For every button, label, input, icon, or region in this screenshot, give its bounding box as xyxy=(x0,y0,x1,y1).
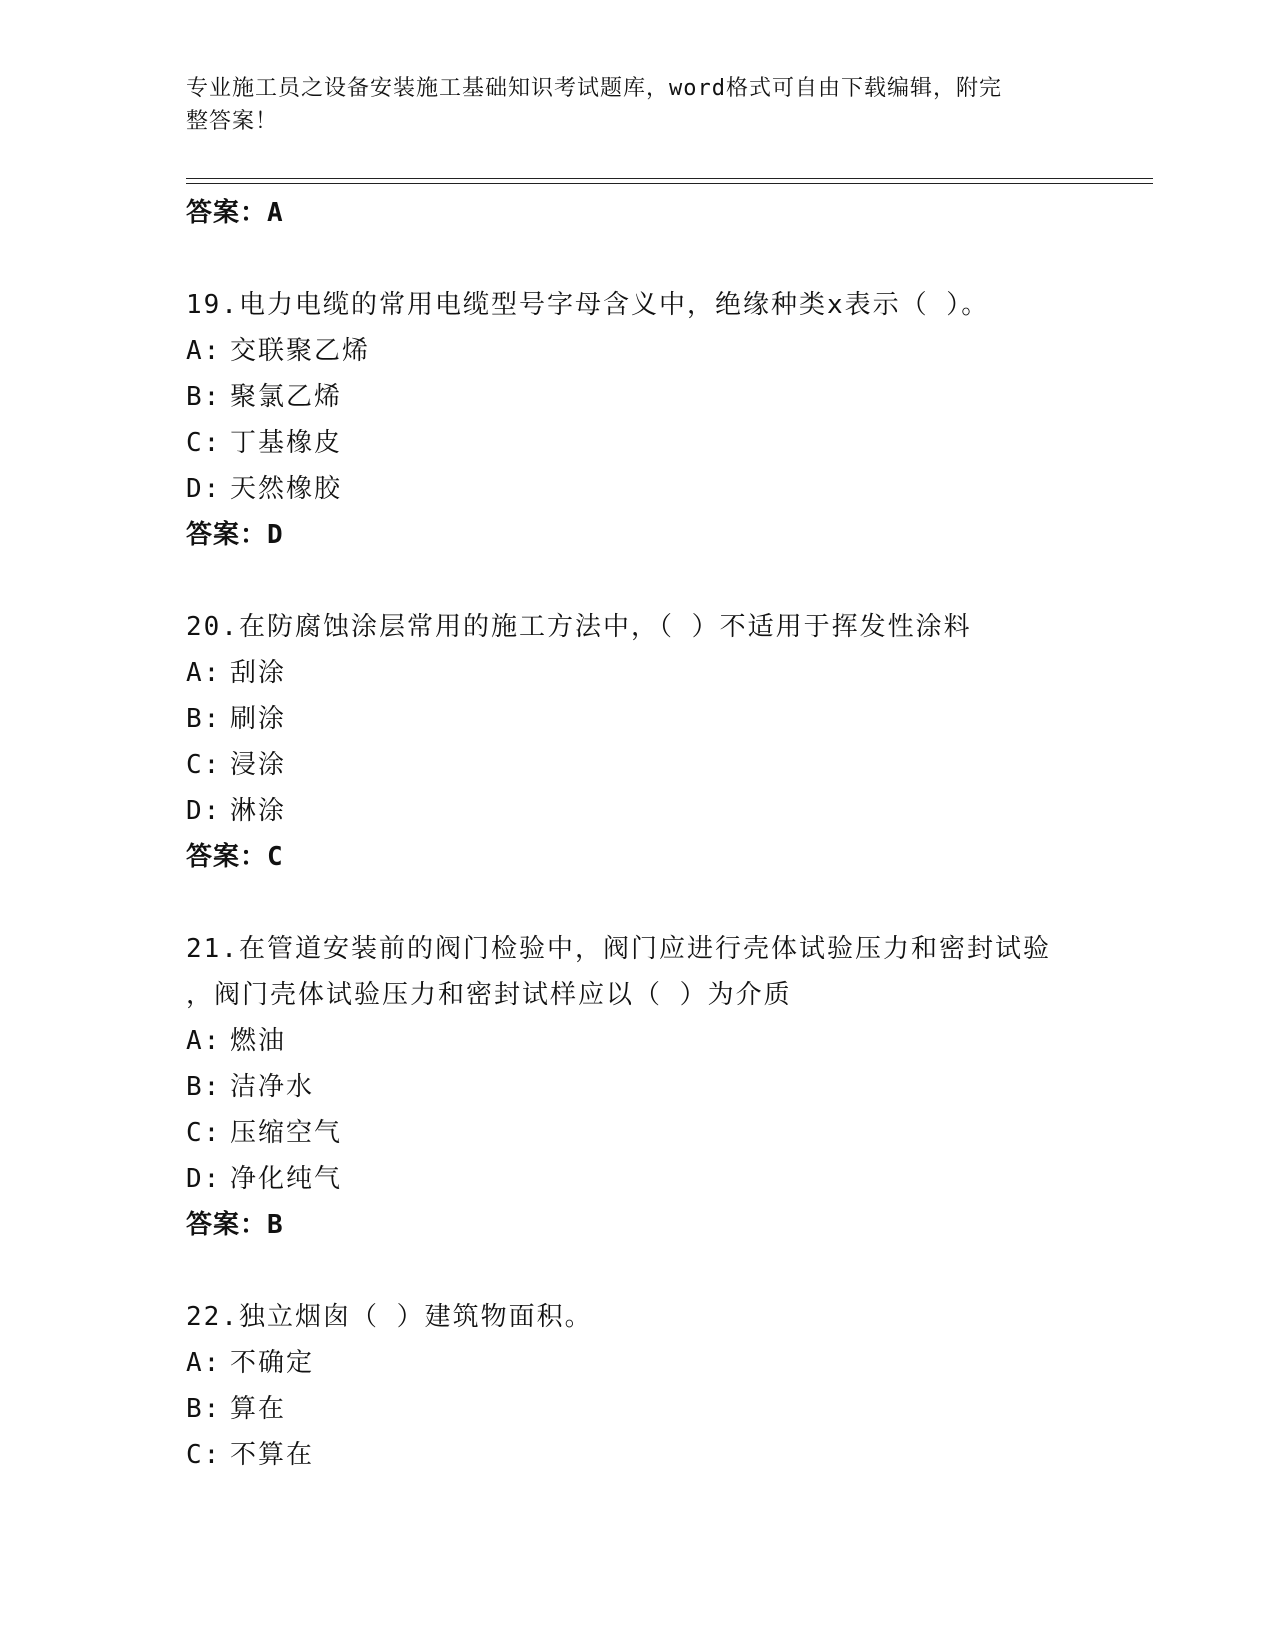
option-letter: C: xyxy=(186,750,222,780)
option-b xyxy=(186,374,1146,420)
option-letter: A: xyxy=(186,1026,222,1056)
header-divider-bottom xyxy=(186,183,1153,184)
option-letter: D: xyxy=(186,1164,222,1194)
answer: 答案：B xyxy=(186,1210,284,1240)
option-c xyxy=(186,1432,1146,1478)
question-19 xyxy=(186,282,1146,558)
option-text: 刮涂 xyxy=(230,658,287,688)
answer: 答案：D xyxy=(186,520,284,550)
question-text: 19.电力电缆的常用电缆型号字母含义中，绝缘种类x表示（ ）。 xyxy=(186,290,990,320)
option-text: 燃油 xyxy=(230,1026,287,1056)
option-text: 浸涂 xyxy=(230,750,287,780)
option-letter: D: xyxy=(186,796,222,826)
option-letter: D: xyxy=(186,474,222,504)
option-letter: C: xyxy=(186,428,222,458)
option-c xyxy=(186,1110,1146,1156)
header-line-1: 专业施工员之设备安装施工基础知识考试题库，word格式可自由下载编辑，附完 xyxy=(186,76,1002,101)
question-20 xyxy=(186,604,1146,880)
option-a xyxy=(186,1018,1146,1064)
option-b xyxy=(186,1386,1146,1432)
option-text: 压缩空气 xyxy=(230,1118,343,1148)
option-c xyxy=(186,742,1146,788)
document-header xyxy=(186,72,1086,138)
option-letter: B: xyxy=(186,1394,222,1424)
answer: 答案：C xyxy=(186,842,284,872)
option-text: 净化纯气 xyxy=(230,1164,343,1194)
option-letter: A: xyxy=(186,336,222,366)
option-text: 天然橡胶 xyxy=(230,474,343,504)
option-a xyxy=(186,650,1146,696)
question-list xyxy=(186,190,1146,1478)
question-text: 20.在防腐蚀涂层常用的施工方法中，（ ）不适用于挥发性涂料 xyxy=(186,612,972,642)
question-22 xyxy=(186,1294,1146,1478)
question-text-line-1: 21.在管道安装前的阀门检验中，阀门应进行壳体试验压力和密封试验 xyxy=(186,934,1051,964)
option-text: 不确定 xyxy=(230,1348,315,1378)
option-letter: C: xyxy=(186,1440,222,1470)
option-a xyxy=(186,1340,1146,1386)
option-b xyxy=(186,696,1146,742)
option-letter: A: xyxy=(186,1348,222,1378)
option-text: 交联聚乙烯 xyxy=(230,336,371,366)
option-d xyxy=(186,788,1146,834)
question-21 xyxy=(186,926,1146,1248)
previous-answer: 答案：A xyxy=(186,198,284,228)
option-text: 淋涂 xyxy=(230,796,287,826)
option-b xyxy=(186,1064,1146,1110)
option-d xyxy=(186,466,1146,512)
option-text: 洁净水 xyxy=(230,1072,315,1102)
option-letter: A: xyxy=(186,658,222,688)
header-divider-top xyxy=(186,178,1153,179)
option-text: 刷涂 xyxy=(230,704,287,734)
option-letter: B: xyxy=(186,704,222,734)
option-text: 丁基橡皮 xyxy=(230,428,343,458)
option-letter: C: xyxy=(186,1118,222,1148)
header-line-2: 整答案！ xyxy=(186,109,279,134)
option-letter: B: xyxy=(186,382,222,412)
question-text: 22.独立烟囱（ ）建筑物面积。 xyxy=(186,1302,593,1332)
option-a xyxy=(186,328,1146,374)
option-text: 不算在 xyxy=(230,1440,315,1470)
question-text-line-2: ，阀门壳体试验压力和密封试样应以（ ）为介质 xyxy=(186,980,792,1010)
option-letter: B: xyxy=(186,1072,222,1102)
option-text: 聚氯乙烯 xyxy=(230,382,343,412)
option-d xyxy=(186,1156,1146,1202)
option-c xyxy=(186,420,1146,466)
option-text: 算在 xyxy=(230,1394,287,1424)
